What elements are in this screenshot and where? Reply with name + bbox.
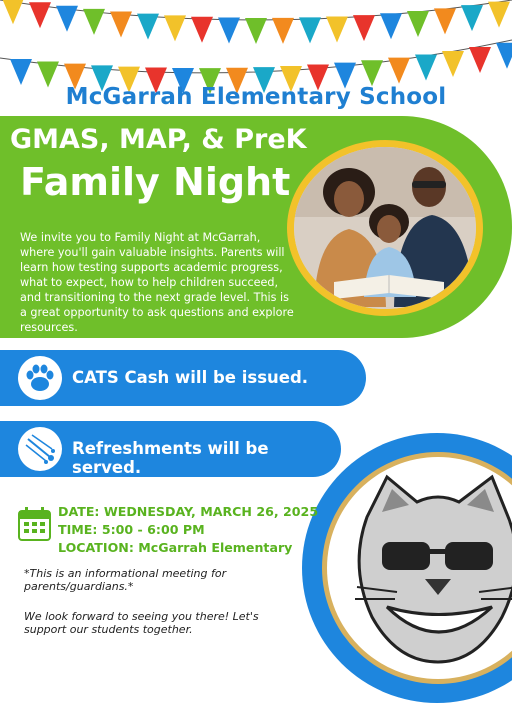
cats-cash-text: CATS Cash will be issued.	[72, 368, 309, 387]
bunting-flag	[407, 11, 429, 37]
bunting-flag	[245, 18, 267, 44]
event-title-line1: GMAS, MAP, & PreK	[10, 124, 307, 155]
closing-note: We look forward to seeing you there! Let's support our students together.	[24, 610, 259, 636]
bunting-flag	[461, 5, 483, 31]
bunting-flag	[388, 58, 410, 84]
bunting-flag	[164, 15, 186, 41]
paw-icon	[18, 356, 62, 400]
cats-cash-banner	[0, 350, 366, 406]
bunting-flag	[29, 2, 51, 28]
bunting-flag	[10, 59, 32, 85]
event-location: LOCATION: McGarrah Elementary	[58, 540, 293, 555]
bunting-flag	[56, 6, 78, 32]
bunting-flag	[272, 18, 294, 44]
bunting-flag	[83, 9, 105, 35]
bunting-flag	[191, 17, 213, 43]
event-time: TIME: 5:00 - 6:00 PM	[58, 522, 205, 537]
bunting-flag	[218, 18, 240, 44]
refreshments-text: Refreshments will be served.	[72, 439, 269, 477]
event-date: DATE: WEDNESDAY, MARCH 26, 2025	[58, 504, 319, 519]
event-title-line2: Family Night	[20, 160, 291, 204]
bunting-flag	[469, 47, 491, 73]
bunting-flag	[2, 0, 24, 24]
bunting-flag	[415, 54, 437, 80]
school-name: McGarrah Elementary School	[65, 84, 447, 110]
refreshments-banner	[0, 421, 341, 477]
bunting-flag	[353, 15, 375, 41]
bunting-flag	[380, 13, 402, 39]
bunting-flag	[442, 51, 464, 77]
bunting-flag	[326, 17, 348, 43]
bunting-flag	[110, 11, 132, 37]
bunting-flag	[299, 17, 321, 43]
bunting-flag	[361, 60, 383, 86]
informational-note: *This is an informational meeting for parents/guardians.*	[24, 567, 227, 593]
bunting-flag	[137, 14, 159, 40]
confetti-icon	[18, 427, 62, 471]
bunting-flag	[496, 43, 512, 69]
intro-paragraph: We invite you to Family Night at McGarrah, where you'll gain valuable insights. Parents will learn how testing supports academic progress, what to expect, how to help children succeed, and transitioning to the next grade level. This is a great opportunity to ask questions and explore resources.	[20, 231, 294, 334]
bunting-flag	[488, 2, 510, 28]
family-photo	[294, 147, 476, 309]
bunting-flag	[434, 8, 456, 34]
calendar-icon	[18, 507, 51, 541]
